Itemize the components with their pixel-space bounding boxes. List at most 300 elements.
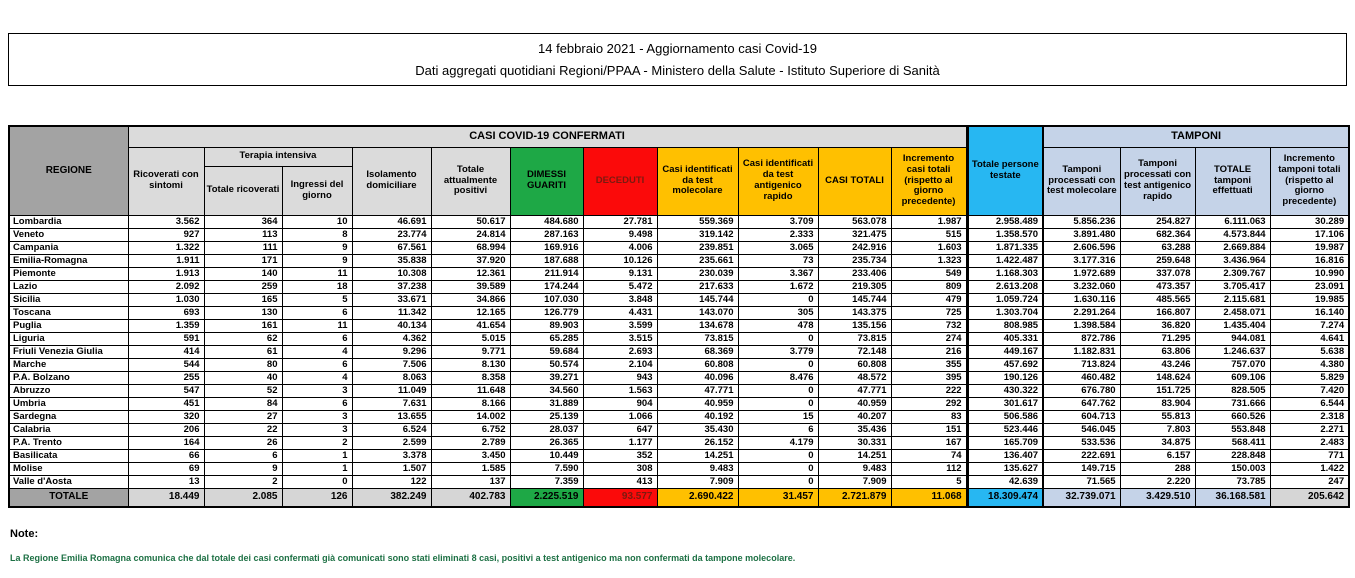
total-label: TOTALE (9, 488, 128, 507)
region-name: Abruzzo (9, 384, 128, 397)
data-cell: 3.891.480 (1043, 228, 1120, 241)
data-cell: 19.987 (1270, 241, 1349, 254)
data-cell: 40 (204, 371, 282, 384)
table-row (9, 371, 1349, 384)
data-cell: 1.246.637 (1195, 345, 1270, 358)
data-cell: 28.037 (510, 423, 583, 436)
data-cell: 4 (282, 345, 352, 358)
data-cell: 553.848 (1195, 423, 1270, 436)
data-cell: 7.274 (1270, 319, 1349, 332)
data-cell: 1.398.584 (1043, 319, 1120, 332)
data-cell: 1.303.704 (967, 306, 1043, 319)
data-cell: 47.771 (818, 384, 891, 397)
data-cell: 71.295 (1120, 332, 1195, 345)
data-cell: 725 (891, 306, 967, 319)
data-cell: 35.436 (818, 423, 891, 436)
data-cell: 3.779 (738, 345, 818, 358)
data-cell: 143.375 (818, 306, 891, 319)
region-name: Campania (9, 241, 128, 254)
region-name: Friuli Venezia Giulia (9, 345, 128, 358)
data-cell: 247 (1270, 475, 1349, 488)
data-cell: 1.177 (583, 436, 657, 449)
data-cell: 4.431 (583, 306, 657, 319)
data-cell: 6.524 (352, 423, 431, 436)
data-cell: 1.603 (891, 241, 967, 254)
data-cell: 151.725 (1120, 384, 1195, 397)
data-cell: 9.498 (583, 228, 657, 241)
data-cell: 647 (583, 423, 657, 436)
data-cell: 19.985 (1270, 293, 1349, 306)
data-cell: 3.177.316 (1043, 254, 1120, 267)
region-name: Veneto (9, 228, 128, 241)
data-cell: 68.994 (431, 241, 510, 254)
data-cell: 136.407 (967, 449, 1043, 462)
data-cell: 4.179 (738, 436, 818, 449)
table-row (9, 436, 1349, 449)
data-cell: 40.207 (818, 410, 891, 423)
data-cell: 2.669.884 (1195, 241, 1270, 254)
data-cell: 35.430 (657, 423, 738, 436)
data-cell: 67.561 (352, 241, 431, 254)
data-cell: 42.639 (967, 475, 1043, 488)
data-cell: 211.914 (510, 267, 583, 280)
col-header-tamponi-antigenico: Tamponi processati con test antigenico rapido (1120, 147, 1195, 215)
data-cell: 164 (128, 436, 204, 449)
data-cell: 83 (891, 410, 967, 423)
table-row (9, 241, 1349, 254)
data-cell: 2.613.208 (967, 280, 1043, 293)
data-cell: 414 (128, 345, 204, 358)
data-cell: 50.574 (510, 358, 583, 371)
data-cell: 6 (282, 397, 352, 410)
data-cell: 23.091 (1270, 280, 1349, 293)
data-cell: 943 (583, 371, 657, 384)
data-cell: 2.115.681 (1195, 293, 1270, 306)
table-row (9, 410, 1349, 423)
data-cell: 2 (282, 436, 352, 449)
data-cell: 137 (431, 475, 510, 488)
notes-section (10, 528, 1350, 563)
data-cell: 413 (583, 475, 657, 488)
data-cell: 321.475 (818, 228, 891, 241)
data-cell: 0 (738, 449, 818, 462)
data-cell: 26.365 (510, 436, 583, 449)
data-cell: 1.182.831 (1043, 345, 1120, 358)
data-cell: 2.606.596 (1043, 241, 1120, 254)
data-cell: 68.369 (657, 345, 738, 358)
data-cell: 8.358 (431, 371, 510, 384)
data-cell: 41.654 (431, 319, 510, 332)
data-cell: 107.030 (510, 293, 583, 306)
data-cell: 40.959 (818, 397, 891, 410)
data-cell: 61 (204, 345, 282, 358)
data-cell: 2.458.071 (1195, 306, 1270, 319)
data-cell: 2.599 (352, 436, 431, 449)
data-cell: 533.536 (1043, 436, 1120, 449)
data-cell: 9.483 (818, 462, 891, 475)
data-cell: 1.507 (352, 462, 431, 475)
data-cell: 169.916 (510, 241, 583, 254)
data-cell: 235.734 (818, 254, 891, 267)
data-cell: 65.285 (510, 332, 583, 345)
data-cell: 228.848 (1195, 449, 1270, 462)
data-cell: 9.296 (352, 345, 431, 358)
data-cell: 6.544 (1270, 397, 1349, 410)
data-cell: 1.911 (128, 254, 204, 267)
data-cell: 148.624 (1120, 371, 1195, 384)
data-cell: 3.515 (583, 332, 657, 345)
data-cell: 2.104 (583, 358, 657, 371)
data-cell: 9 (282, 241, 352, 254)
data-cell: 25.139 (510, 410, 583, 423)
data-cell: 7.803 (1120, 423, 1195, 436)
data-cell: 6 (282, 332, 352, 345)
data-cell: 544 (128, 358, 204, 371)
data-cell: 1.435.404 (1195, 319, 1270, 332)
data-cell: 30.289 (1270, 215, 1349, 228)
data-cell: 927 (128, 228, 204, 241)
data-cell: 1.322 (128, 241, 204, 254)
data-cell: 4.641 (1270, 332, 1349, 345)
col-header-deceduti: DECEDUTI (583, 147, 657, 215)
data-cell: 828.505 (1195, 384, 1270, 397)
data-cell: 13.655 (352, 410, 431, 423)
data-cell: 274 (891, 332, 967, 345)
data-cell: 0 (738, 397, 818, 410)
data-cell: 2.271 (1270, 423, 1349, 436)
band-casi-confermati: CASI COVID-19 CONFERMATI (128, 126, 967, 147)
region-name: Basilicata (9, 449, 128, 462)
table-row (9, 384, 1349, 397)
table-row (9, 215, 1349, 228)
data-cell: 9.131 (583, 267, 657, 280)
data-cell: 0 (738, 332, 818, 345)
data-cell: 69 (128, 462, 204, 475)
region-name: Sicilia (9, 293, 128, 306)
col-header-casi-test-molecolare: Casi identificati da test molecolare (657, 147, 738, 215)
region-name: Liguria (9, 332, 128, 345)
data-cell: 3.450 (431, 449, 510, 462)
data-cell: 33.671 (352, 293, 431, 306)
data-cell: 10.990 (1270, 267, 1349, 280)
data-cell: 6 (282, 306, 352, 319)
data-cell: 904 (583, 397, 657, 410)
data-cell: 1.066 (583, 410, 657, 423)
data-cell: 150.003 (1195, 462, 1270, 475)
data-cell: 259.648 (1120, 254, 1195, 267)
region-name: Lazio (9, 280, 128, 293)
data-cell: 559.369 (657, 215, 738, 228)
data-cell: 34.866 (431, 293, 510, 306)
report-subtitle: Dati aggregati quotidiani Regioni/PPAA - Ministero della Salute - Istituto Superiore di Sanità (415, 63, 940, 78)
data-cell: 305 (738, 306, 818, 319)
table-row (9, 423, 1349, 436)
col-header-totale-ricoverati: Totale ricoverati (204, 166, 282, 215)
data-cell: 111 (204, 241, 282, 254)
data-cell: 8.130 (431, 358, 510, 371)
band-tamponi: TAMPONI (1043, 126, 1349, 147)
data-cell: 355 (891, 358, 967, 371)
data-cell: 167 (891, 436, 967, 449)
region-name: Toscana (9, 306, 128, 319)
col-header-totale-tamponi: TOTALE tamponi effettuati (1195, 147, 1270, 215)
data-cell: 609.106 (1195, 371, 1270, 384)
data-cell: 473.357 (1120, 280, 1195, 293)
data-cell: 6.111.063 (1195, 215, 1270, 228)
data-cell: 3.709 (738, 215, 818, 228)
data-cell: 165.709 (967, 436, 1043, 449)
total-cell: 205.642 (1270, 488, 1349, 507)
data-cell: 8.476 (738, 371, 818, 384)
total-cell: 18.309.474 (967, 488, 1043, 507)
data-cell: 50.617 (431, 215, 510, 228)
data-cell: 52 (204, 384, 282, 397)
table-row (9, 475, 1349, 488)
data-cell: 4.362 (352, 332, 431, 345)
data-cell: 1.030 (128, 293, 204, 306)
data-cell: 713.824 (1043, 358, 1120, 371)
data-cell: 161 (204, 319, 282, 332)
data-cell: 771 (1270, 449, 1349, 462)
data-cell: 39.271 (510, 371, 583, 384)
data-cell: 0 (738, 462, 818, 475)
data-cell: 43.246 (1120, 358, 1195, 371)
data-cell: 9.771 (431, 345, 510, 358)
data-cell: 872.786 (1043, 332, 1120, 345)
data-cell: 10 (282, 215, 352, 228)
data-cell: 55.813 (1120, 410, 1195, 423)
data-cell: 140 (204, 267, 282, 280)
data-cell: 216 (891, 345, 967, 358)
data-cell: 292 (891, 397, 967, 410)
data-cell: 7.909 (657, 475, 738, 488)
table-row (9, 319, 1349, 332)
data-cell: 2 (204, 475, 282, 488)
data-cell: 1.323 (891, 254, 967, 267)
report-title: 14 febbraio 2021 - Aggiornamento casi Covid-19 (538, 41, 817, 56)
data-cell: 451 (128, 397, 204, 410)
data-cell: 122 (352, 475, 431, 488)
data-cell: 484.680 (510, 215, 583, 228)
data-cell: 3 (282, 423, 352, 436)
data-cell: 206 (128, 423, 204, 436)
data-cell: 11 (282, 319, 352, 332)
data-cell: 26 (204, 436, 282, 449)
data-cell: 60.808 (657, 358, 738, 371)
data-cell: 6 (738, 423, 818, 436)
data-cell: 506.586 (967, 410, 1043, 423)
data-cell: 515 (891, 228, 967, 241)
table-row (9, 345, 1349, 358)
data-cell: 1.059.724 (967, 293, 1043, 306)
data-cell: 2.693 (583, 345, 657, 358)
data-cell: 8.063 (352, 371, 431, 384)
total-cell: 32.739.071 (1043, 488, 1120, 507)
data-cell: 73.815 (657, 332, 738, 345)
data-cell: 7.590 (510, 462, 583, 475)
data-cell: 35.838 (352, 254, 431, 267)
data-cell: 0 (738, 384, 818, 397)
data-cell: 1.422 (1270, 462, 1349, 475)
data-cell: 1.672 (738, 280, 818, 293)
data-cell: 83.904 (1120, 397, 1195, 410)
data-cell: 217.633 (657, 280, 738, 293)
data-cell: 0 (738, 293, 818, 306)
data-cell: 63.288 (1120, 241, 1195, 254)
data-cell: 7.909 (818, 475, 891, 488)
data-cell: 3.232.060 (1043, 280, 1120, 293)
data-cell: 14.002 (431, 410, 510, 423)
data-cell: 0 (282, 475, 352, 488)
data-cell: 2.318 (1270, 410, 1349, 423)
col-header-isolamento-domiciliare: Isolamento domiciliare (352, 147, 431, 215)
data-cell: 6 (282, 358, 352, 371)
data-cell: 288 (1120, 462, 1195, 475)
data-cell: 2.220 (1120, 475, 1195, 488)
data-cell: 27.781 (583, 215, 657, 228)
data-cell: 319.142 (657, 228, 738, 241)
data-cell: 166.807 (1120, 306, 1195, 319)
data-cell: 126.779 (510, 306, 583, 319)
data-cell: 9 (282, 254, 352, 267)
data-cell: 145.744 (818, 293, 891, 306)
data-cell: 165 (204, 293, 282, 306)
data-cell: 478 (738, 319, 818, 332)
data-cell: 5 (282, 293, 352, 306)
data-cell: 449.167 (967, 345, 1043, 358)
data-cell: 27 (204, 410, 282, 423)
region-name: Piemonte (9, 267, 128, 280)
data-cell: 40.096 (657, 371, 738, 384)
total-cell: 11.068 (891, 488, 967, 507)
total-cell: 3.429.510 (1120, 488, 1195, 507)
data-cell: 352 (583, 449, 657, 462)
data-cell: 47.771 (657, 384, 738, 397)
data-cell: 39.589 (431, 280, 510, 293)
data-cell: 48.572 (818, 371, 891, 384)
data-cell: 10.308 (352, 267, 431, 280)
data-cell: 563.078 (818, 215, 891, 228)
data-cell: 3.367 (738, 267, 818, 280)
data-cell: 568.411 (1195, 436, 1270, 449)
data-cell: 112 (891, 462, 967, 475)
data-cell: 89.903 (510, 319, 583, 332)
data-cell: 395 (891, 371, 967, 384)
table-row (9, 293, 1349, 306)
region-name: Sardegna (9, 410, 128, 423)
data-cell: 549 (891, 267, 967, 280)
data-cell: 4.380 (1270, 358, 1349, 371)
region-name: Molise (9, 462, 128, 475)
data-cell: 460.482 (1043, 371, 1120, 384)
data-cell: 5.829 (1270, 371, 1349, 384)
data-cell: 73.785 (1195, 475, 1270, 488)
data-cell: 3.065 (738, 241, 818, 254)
data-cell: 24.814 (431, 228, 510, 241)
data-cell: 40.134 (352, 319, 431, 332)
data-cell: 14.251 (818, 449, 891, 462)
data-cell: 4.573.844 (1195, 228, 1270, 241)
data-cell: 13 (128, 475, 204, 488)
data-cell: 0 (738, 475, 818, 488)
notes-heading: Note: (10, 528, 39, 540)
data-cell: 36.820 (1120, 319, 1195, 332)
data-cell: 4.006 (583, 241, 657, 254)
total-cell: 2.721.879 (818, 488, 891, 507)
data-cell: 22 (204, 423, 282, 436)
data-cell: 135.627 (967, 462, 1043, 475)
data-cell: 26.152 (657, 436, 738, 449)
data-cell: 3 (282, 410, 352, 423)
data-cell: 230.039 (657, 267, 738, 280)
total-cell: 382.249 (352, 488, 431, 507)
data-cell: 757.070 (1195, 358, 1270, 371)
data-cell: 3.562 (128, 215, 204, 228)
total-row (9, 488, 1349, 507)
data-cell: 222 (891, 384, 967, 397)
total-cell: 2.690.422 (657, 488, 738, 507)
data-cell: 233.406 (818, 267, 891, 280)
data-cell: 255 (128, 371, 204, 384)
data-cell: 6.752 (431, 423, 510, 436)
data-cell: 254.827 (1120, 215, 1195, 228)
data-cell: 73 (738, 254, 818, 267)
data-cell: 405.331 (967, 332, 1043, 345)
data-cell: 134.678 (657, 319, 738, 332)
data-cell: 808.985 (967, 319, 1043, 332)
data-cell: 5.472 (583, 280, 657, 293)
total-cell: 126 (282, 488, 352, 507)
data-cell: 4 (282, 371, 352, 384)
data-cell: 2.789 (431, 436, 510, 449)
data-cell: 1.358.570 (967, 228, 1043, 241)
data-cell: 7.420 (1270, 384, 1349, 397)
data-cell: 9.483 (657, 462, 738, 475)
data-cell: 12.361 (431, 267, 510, 280)
data-cell: 5.638 (1270, 345, 1349, 358)
data-cell: 546.045 (1043, 423, 1120, 436)
data-cell: 320 (128, 410, 204, 423)
table-row (9, 358, 1349, 371)
data-cell: 7.359 (510, 475, 583, 488)
data-cell: 3 (282, 384, 352, 397)
data-cell: 59.684 (510, 345, 583, 358)
data-cell: 647.762 (1043, 397, 1120, 410)
data-cell: 40.192 (657, 410, 738, 423)
data-cell: 676.780 (1043, 384, 1120, 397)
report-title-box (8, 33, 1347, 86)
region-name: Marche (9, 358, 128, 371)
col-header-incremento-tamponi: Incremento tamponi totali (rispetto al giorno precedente) (1270, 147, 1349, 215)
data-cell: 660.526 (1195, 410, 1270, 423)
data-cell: 287.163 (510, 228, 583, 241)
total-cell: 93.577 (583, 488, 657, 507)
data-cell: 7.631 (352, 397, 431, 410)
data-cell: 732 (891, 319, 967, 332)
data-cell: 151 (891, 423, 967, 436)
data-cell: 2.092 (128, 280, 204, 293)
col-header-dimessi-guariti: DIMESSI GUARITI (510, 147, 583, 215)
table-row (9, 280, 1349, 293)
data-cell: 219.305 (818, 280, 891, 293)
data-cell: 12.165 (431, 306, 510, 319)
data-cell: 8.166 (431, 397, 510, 410)
data-cell: 130 (204, 306, 282, 319)
data-cell: 3.705.417 (1195, 280, 1270, 293)
col-header-incremento-casi: Incremento casi totali (rispetto al giorno precedente) (891, 147, 967, 215)
data-cell: 34.560 (510, 384, 583, 397)
total-cell: 36.168.581 (1195, 488, 1270, 507)
